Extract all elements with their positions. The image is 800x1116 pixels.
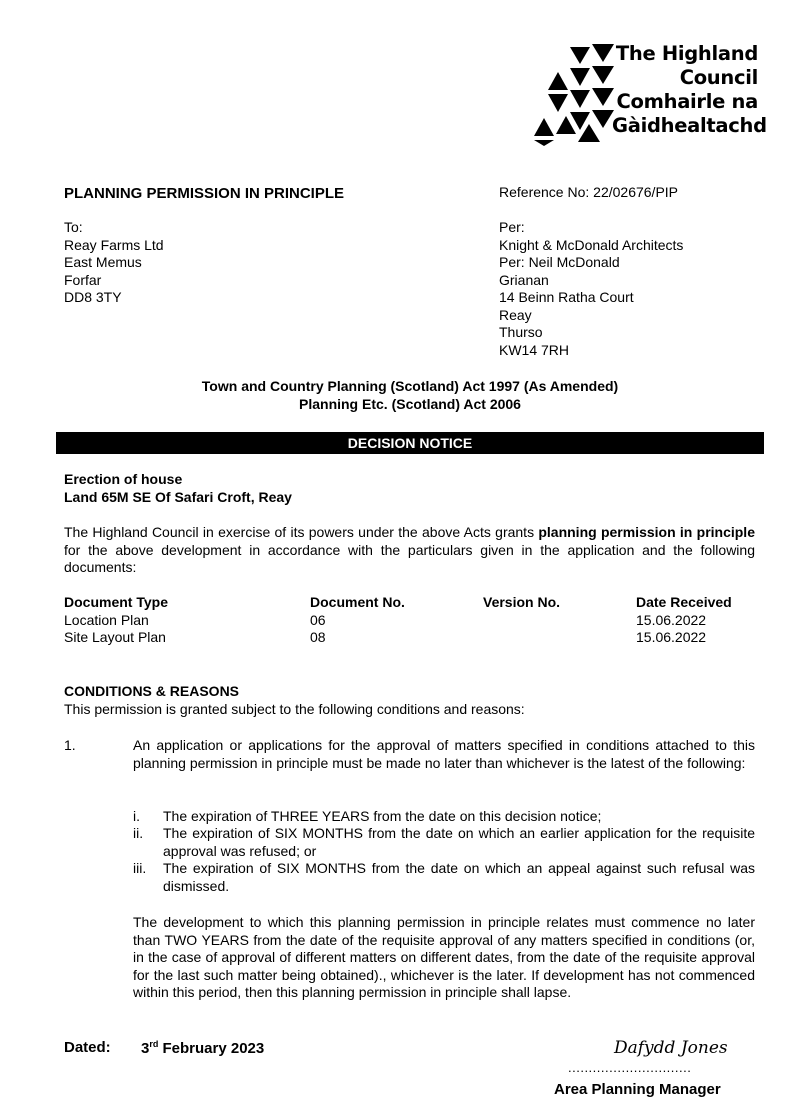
condition-text: An application or applications for the approval of matters specified in conditions attached to this planning permission in principle must be made no later than whichever is the latest of the following: [133, 737, 755, 771]
signatory-title: Area Planning Manager [554, 1081, 721, 1098]
highland-council-logo-mark [530, 42, 620, 146]
agent-address [499, 219, 683, 359]
signature-line: .............................. [568, 1060, 692, 1075]
decision-date: 3rd February 2023 [141, 1039, 265, 1057]
address-line: KW14 7RH [499, 341, 570, 358]
table-header-row: Document Type Document No. Version No. Date Received [64, 594, 732, 610]
dated-label: Dated: [64, 1039, 111, 1056]
condition-number: 1. [64, 737, 76, 753]
documents-table [64, 594, 764, 647]
address-line: Per: Neil McDonald [499, 254, 620, 270]
recipient-address [64, 219, 164, 307]
signature: Dafydd Jones [614, 1038, 728, 1058]
conditions-subheading: This permission is granted subject to the following conditions and reasons: [64, 701, 525, 717]
development-description: Erection of house Land 65M SE Of Safari Croft, Reay [64, 471, 292, 505]
conditions-heading: CONDITIONS & REASONS [64, 683, 240, 699]
decision-notice-banner: DECISION NOTICE [56, 432, 764, 454]
agent-label: Per: [499, 219, 525, 235]
document-title: PLANNING PERMISSION IN PRINCIPLE [64, 185, 345, 202]
council-logo-text: The Highland Council Comhairle na Gàidhealtachd [612, 42, 767, 137]
address-line: Knight & McDonald Architects [499, 236, 684, 253]
address-line: DD8 3TY [64, 289, 122, 305]
recipient-label: To: [64, 219, 83, 235]
address-line: Grianan [499, 271, 549, 288]
reference-number: Reference No: 22/02676/PIP [499, 184, 679, 200]
table-row: Site Layout Plan 08 15.06.2022 [64, 629, 707, 645]
address-line: Reay [499, 306, 532, 323]
address-line: 14 Beinn Ratha Court [499, 289, 634, 305]
address-line: Reay Farms Ltd [64, 236, 164, 253]
address-line: East Memus [64, 254, 142, 270]
address-line: Forfar [64, 271, 102, 288]
address-line: Thurso [499, 324, 543, 340]
legislation-heading: Town and Country Planning (Scotland) Act 1997 (As Amended) Planning Etc. (Scotland) Act 2006 [201, 378, 619, 412]
commencement-paragraph: The development to which this planning permission in principle relates must commence no later than TWO YEARS from the date of the requisite approval of any matters specified in conditions (or, in the case of approval of different matters on different dates, from the date of the requisite approval for the last such matter being obtained)., whichever is the later. If development has not commenced within this period, then this planning permission in principle shall lapse. [133, 914, 755, 1000]
table-row: Location Plan 06 15.06.2022 [64, 611, 707, 628]
intro-paragraph: The Highland Council in exercise of its powers under the above Acts grants planning permission in principle for the above development in accordance with the particulars given in the application and the following documents: [64, 524, 755, 575]
